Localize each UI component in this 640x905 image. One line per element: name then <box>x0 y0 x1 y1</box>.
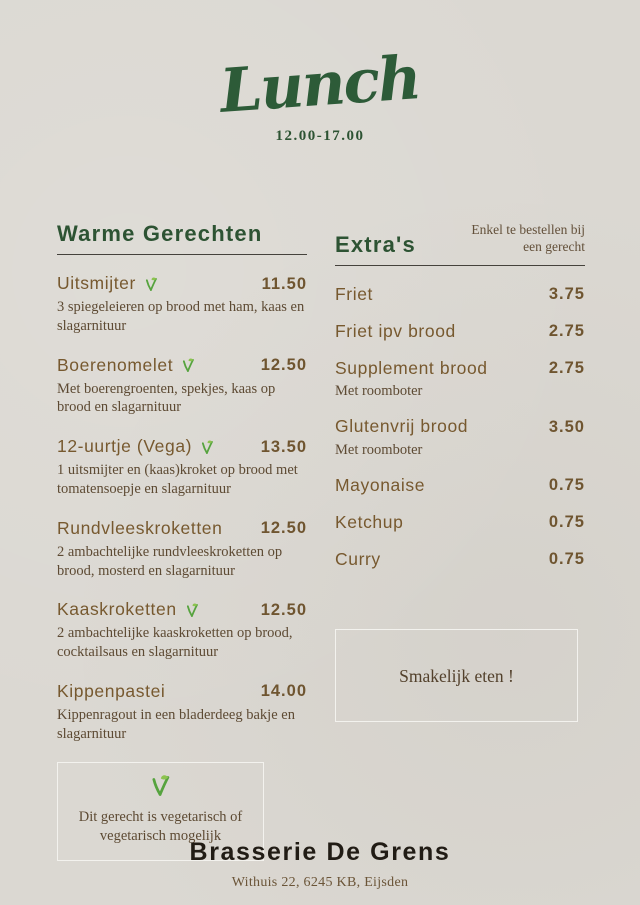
menu-item-row <box>335 549 585 571</box>
menu-item-price: 12.50 <box>260 356 307 375</box>
menu-item-name-text: Curry <box>335 548 381 569</box>
menu-item <box>57 273 307 336</box>
menu-item-description: Kippenragout in een bladerdeeg bakje en slagarnituur <box>57 706 295 742</box>
menu-item-name <box>335 284 373 306</box>
menu-item-name-text: Boerenomelet <box>57 354 174 375</box>
menu-item-description: 1 uitsmijter en (kaas)kroket op brood met tomatensoepje en slagarnituur <box>57 462 298 497</box>
sprout-icon <box>148 773 174 804</box>
menu-item <box>57 599 307 662</box>
menu-title: Lunch <box>218 43 422 127</box>
menu-item-description: 2 ambachtelijke kaaskroketten op brood, cocktailsaus en slagarnituur <box>57 625 293 661</box>
menu-item-name-text: Friet ipv brood <box>335 320 456 341</box>
menu-item-name <box>57 355 197 377</box>
menu-item <box>335 475 585 497</box>
section-warme-gerechten <box>57 222 307 861</box>
section-header <box>57 222 307 255</box>
menu-item-price: 13.50 <box>260 437 307 456</box>
menu-item-price: 3.75 <box>548 285 585 304</box>
menu-item <box>335 284 585 306</box>
menu-item <box>335 321 585 343</box>
menu-item-row <box>335 358 585 380</box>
menu-hours: 12.00-17.00 <box>275 128 365 144</box>
menu-item-name <box>335 416 468 438</box>
menu-item-price: 3.50 <box>548 417 585 436</box>
section-items <box>57 273 307 743</box>
menu-item-row <box>335 416 585 438</box>
section-note: Enkel te bestellen bij een gerecht <box>471 222 585 254</box>
section-title: Extra's <box>335 231 416 257</box>
menu-item-description: Met roomboter <box>335 442 423 459</box>
menu-item-name-text: 12-uurtje (Vega) <box>57 436 193 457</box>
menu-item-price: 2.75 <box>548 322 585 341</box>
section-items <box>335 284 585 571</box>
menu-item-price: 14.00 <box>260 682 307 701</box>
menu-item-row <box>57 518 307 540</box>
menu-item <box>335 512 585 534</box>
menu-item-price: 2.75 <box>548 358 585 377</box>
sprout-icon <box>143 276 160 293</box>
menu-item-description: Met boerengroenten, spekjes, kaas op brood en slagarnituur <box>57 380 276 416</box>
menu-item-row <box>57 681 307 703</box>
menu-item-description: 3 spiegeleieren op brood met ham, kaas en slagarnituur <box>57 298 305 334</box>
menu-item-price: 0.75 <box>548 476 585 495</box>
menu-item-row <box>57 599 307 621</box>
menu-item-price: 11.50 <box>261 274 307 293</box>
menu-item-name <box>335 549 381 571</box>
menu-item-name <box>57 681 165 703</box>
menu-item-price: 0.75 <box>548 513 585 532</box>
menu-item-name-text: Mayonaise <box>335 474 426 495</box>
menu-item-price: 0.75 <box>548 550 585 569</box>
menu-item-name-text: Rundvleeskroketten <box>57 517 223 538</box>
menu-item-name <box>57 273 160 295</box>
menu-item-name <box>335 475 425 497</box>
menu-item-name-text: Supplement brood <box>335 357 488 378</box>
menu-item-name-text: Kaaskroketten <box>57 599 177 620</box>
menu-item-name-text: Kippenpastei <box>57 680 166 701</box>
menu-item-row <box>335 475 585 497</box>
menu-item-row <box>57 355 307 377</box>
menu-item-name <box>335 512 403 534</box>
menu-item <box>57 436 307 499</box>
menu-item <box>335 549 585 571</box>
menu-item-row <box>57 436 307 458</box>
menu-item <box>57 518 307 581</box>
menu-item-price: 12.50 <box>260 600 307 619</box>
restaurant-name: Brasserie De Grens <box>189 838 451 866</box>
menu-item <box>57 355 307 418</box>
menu-item-price: 12.50 <box>260 519 307 538</box>
menu-item-name <box>335 321 456 343</box>
menu-item-name-text: Friet <box>335 283 373 304</box>
menu-item-name-text: Glutenvrij brood <box>335 416 469 437</box>
menu-item <box>57 681 307 744</box>
menu-item-name-text: Uitsmijter <box>57 273 136 294</box>
menu-header <box>0 43 640 145</box>
menu-item-name <box>335 358 488 380</box>
menu-item-row <box>335 512 585 534</box>
sprout-icon <box>184 602 201 619</box>
restaurant-address: Withuis 22, 6245 KB, Eijsden <box>231 875 409 890</box>
menu-item-description: 2 ambachtelijke rundvleeskroketten op brood, mosterd en slagarnituur <box>57 543 283 579</box>
sprout-icon <box>180 357 197 374</box>
menu-item-row <box>57 273 307 295</box>
section-title: Warme Gerechten <box>57 221 263 246</box>
vegetarian-legend-text: Dit gerecht is vegetarisch of vegetarisch mogelijk <box>78 809 243 845</box>
menu-item-name-text: Ketchup <box>335 511 404 532</box>
menu-item-name <box>57 518 222 540</box>
menu-item <box>335 358 585 402</box>
menu-item-name <box>57 599 201 621</box>
menu-item-row <box>335 284 585 306</box>
menu-item-description: Met roomboter <box>335 383 423 400</box>
section-extras <box>335 222 585 722</box>
message-text: Smakelijk eten ! <box>399 665 514 686</box>
sprout-icon <box>199 439 216 456</box>
menu-item-row <box>335 321 585 343</box>
menu-footer <box>0 838 640 891</box>
menu-item <box>335 416 585 460</box>
section-header <box>335 222 585 266</box>
menu-item-name <box>57 436 216 458</box>
message-box <box>335 629 578 722</box>
